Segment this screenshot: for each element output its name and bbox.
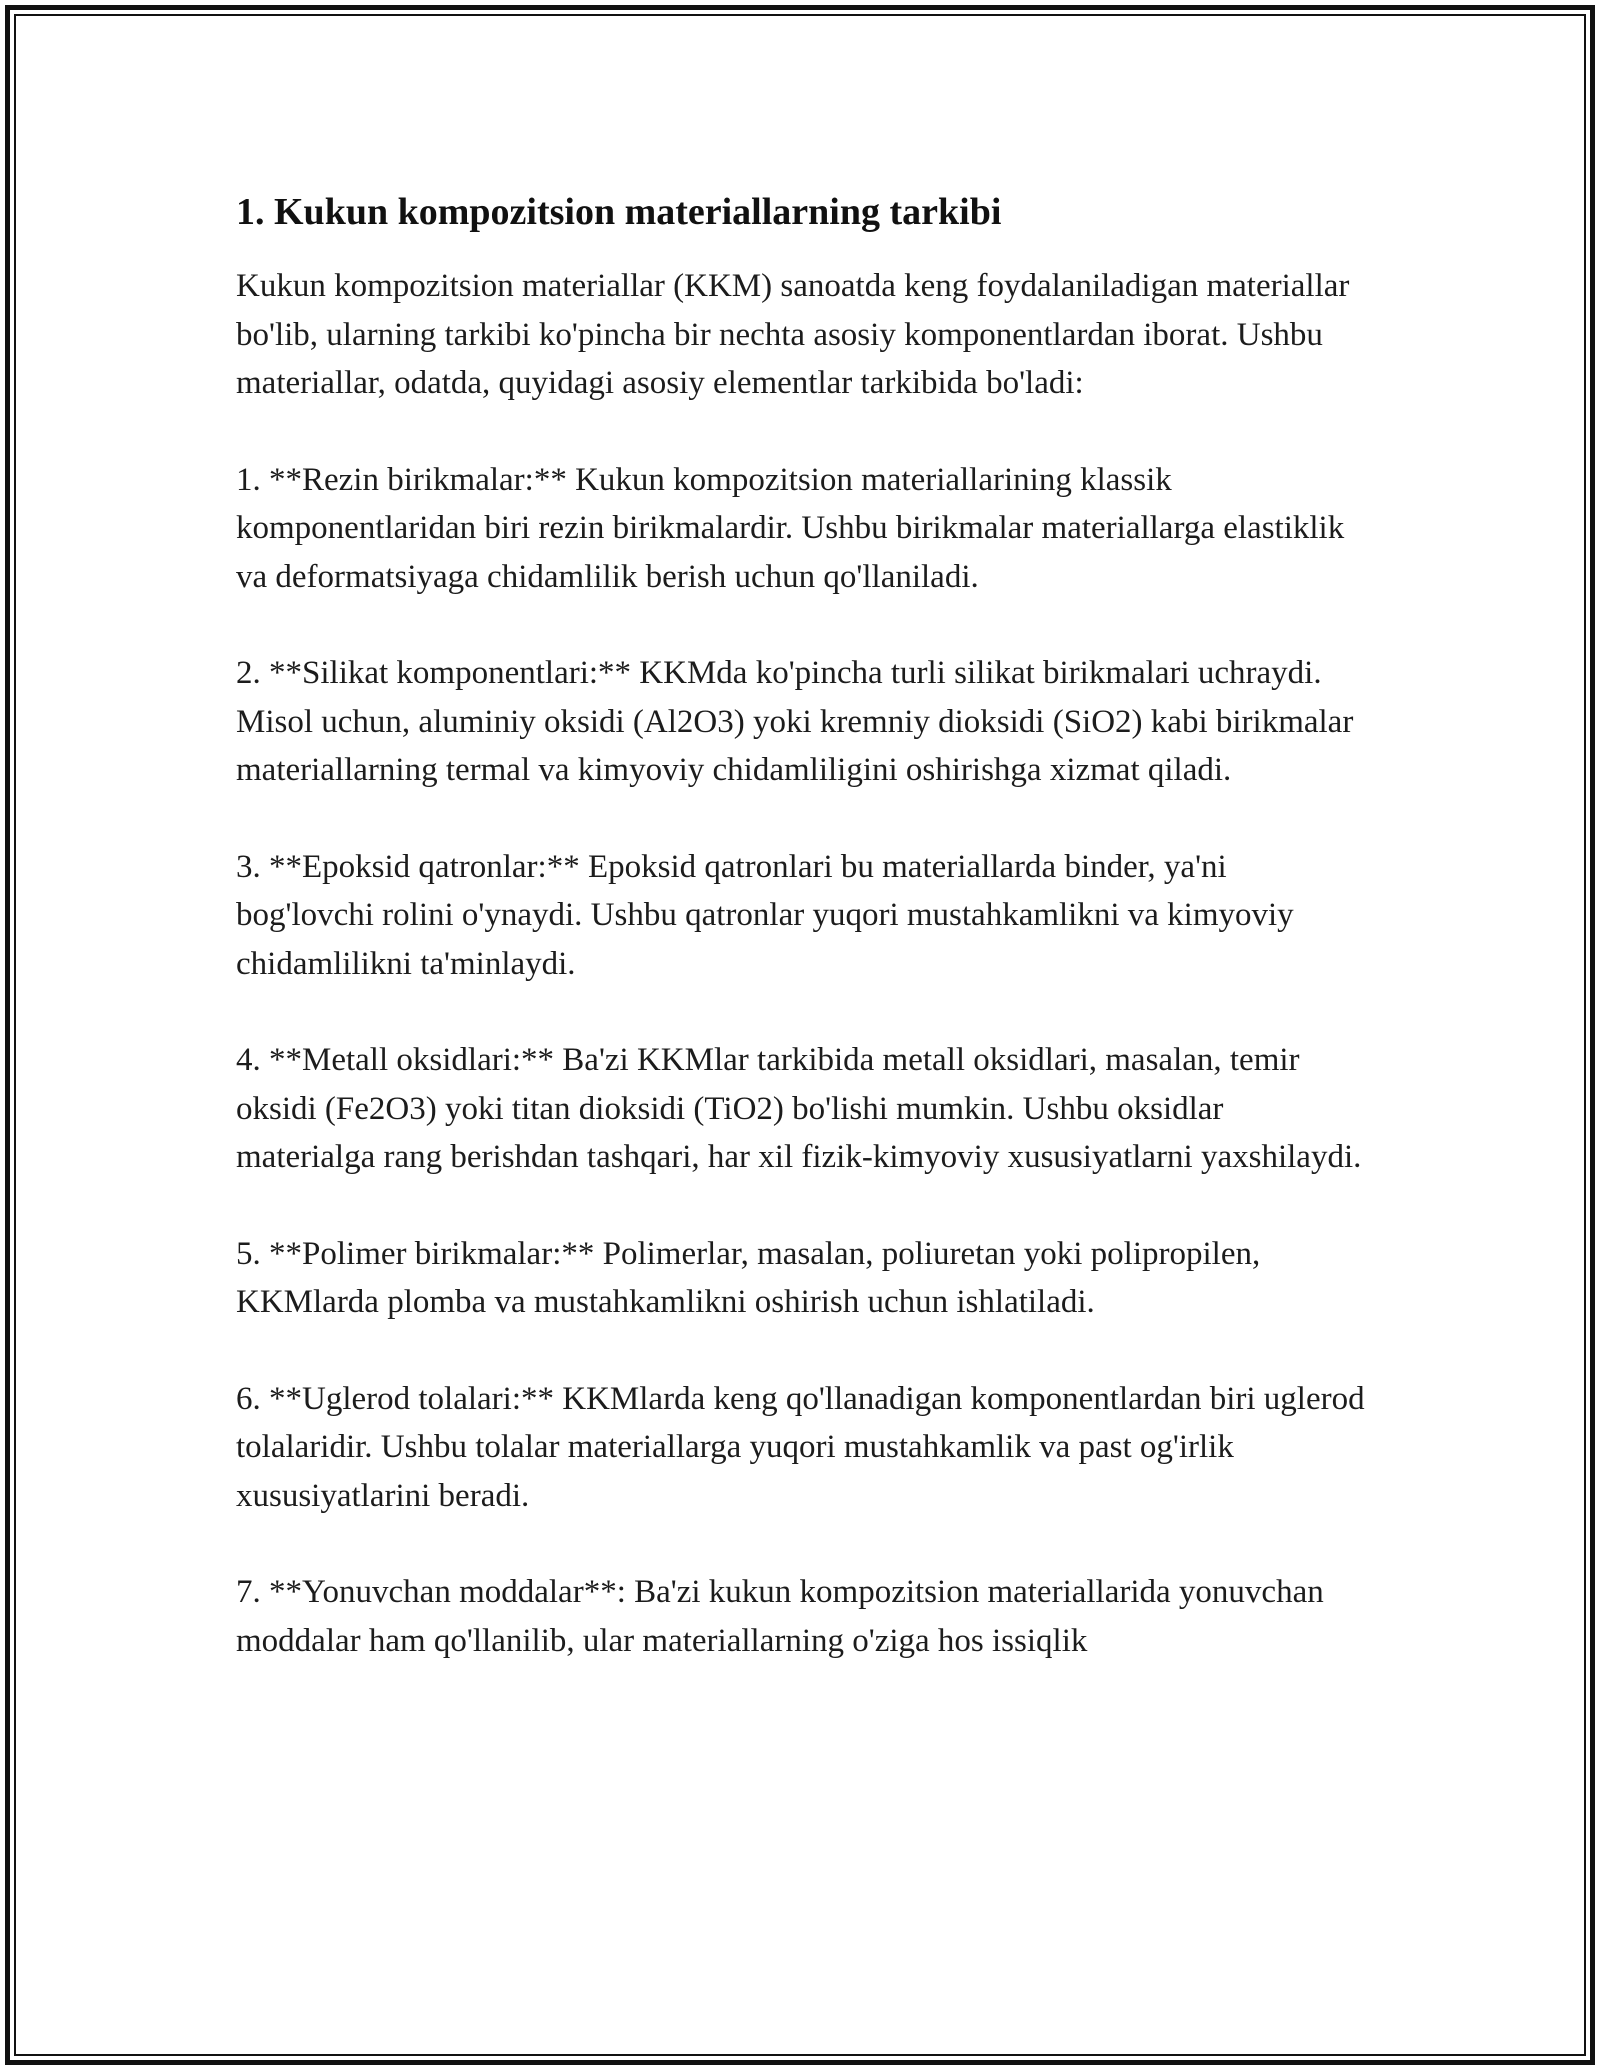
section-heading: 1. Kukun kompozitsion materiallarning tarkibi [236,191,1002,233]
document-body [236,186,1366,1713]
list-item-uglerod-tolalari: 6. **Uglerod tolalari:** KKMlarda keng qo'llanadigan komponentlardan biri uglerod tolalaridir. Ushbu tolalar materiallarga yuqori mustahkamlik va past og'irlik xususiyatlarini beradi. [236,1380,1365,1514]
list-item-metall-oksidlari: 4. **Metall oksidlari:** Ba'zi KKMlar tarkibida metall oksidlari, masalan, temir oksidi (Fe2O3) yoki titan dioksidi (TiO2) bo'lishi mumkin. Ushbu oksidlar materialga rang berishdan tashqari, har xil fizik-kimyoviy xususiyatlarni yaxshilaydi. [236,1042,1362,1175]
list-item-epoksid-qatronlar: 3. **Epoksid qatronlar:** Epoksid qatronlari bu materiallarda binder, ya'ni bog'lovchi rolini o'ynaydi. Ushbu qatronlar yuqori mustahkamlikni va kimyoviy chidamlilikni ta'minlaydi. [236,848,1294,982]
list-item-yonuvchan-moddalar: 7. **Yonuvchan moddalar**: Ba'zi kukun kompozitsion materiallarida yonuvchan moddalar ham qo'llanilib, ular materiallarning o'ziga hos issiqlik [236,1574,1324,1659]
intro-paragraph: Kukun kompozitsion materiallar (KKM) sanoatda keng foydalaniladigan materiallar bo'lib, ularning tarkibi ko'pincha bir nechta asosiy komponentlardan iborat. Ushbu materiallar, odatda, quyidagi asosiy elementlar tarkibida bo'ladi: [236,268,1350,401]
list-item-silikat-komponentlari: 2. **Silikat komponentlari:** KKMda ko'pincha turli silikat birikmalari uchraydi. Misol uchun, aluminiy oksidi (Al2O3) yoki kremniy dioksidi (SiO2) kabi birikmalar materiallarning termal va kimyoviy chidamliligini oshirishga xizmat qiladi. [236,655,1354,788]
list-item-polimer-birikmalar: 5. **Polimer birikmalar:** Polimerlar, masalan, poliuretan yoki polipropilen, KKMlarda plomba va mustahkamlikni oshirish uchun ishlatiladi. [236,1235,1261,1320]
list-item-rezin-birikmalar: 1. **Rezin birikmalar:** Kukun kompozitsion materiallarining klassik komponentlaridan biri rezin birikmalardir. Ushbu birikmalar materiallarga elastiklik va deformatsiyaga chidamlilik berish uchun qo'llaniladi. [236,461,1345,595]
